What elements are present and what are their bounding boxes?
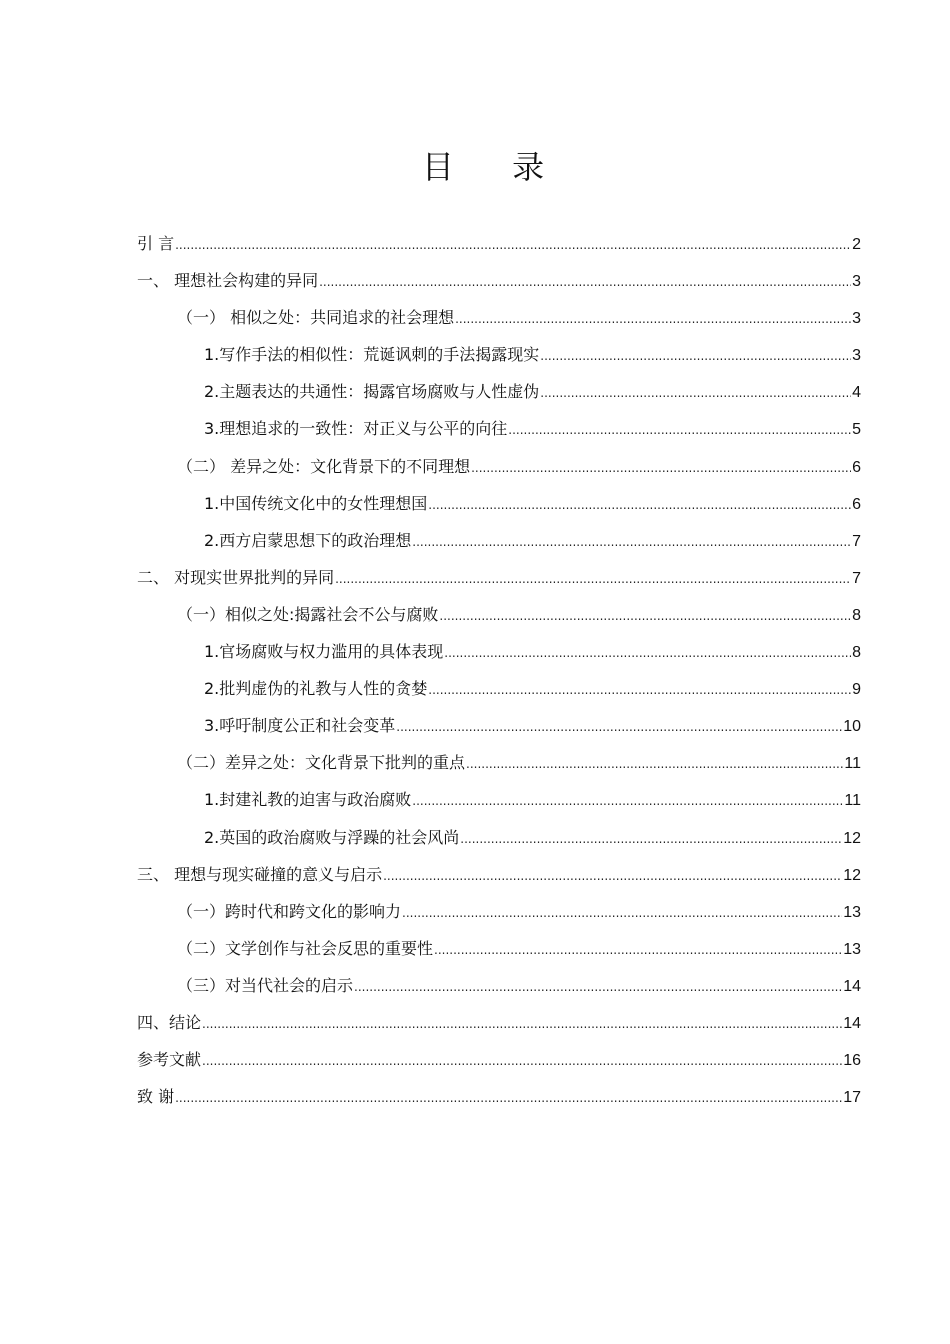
toc-entry-page: 7 <box>852 532 861 550</box>
toc-entry-text: 3.呼吁制度公正和社会变革 <box>204 716 396 736</box>
toc-leader-dots <box>319 264 851 301</box>
toc-entry-page: 14 <box>843 1014 861 1032</box>
toc-entry-text: 2.西方启蒙思想下的政治理想 <box>204 530 412 550</box>
toc-entry[interactable] <box>137 781 861 818</box>
toc-entry-text: 三、 理想与现实碰撞的意义与启示 <box>137 864 383 884</box>
toc-entry-page: 11 <box>844 792 861 810</box>
toc-leader-dots <box>202 1006 842 1043</box>
toc-entry-page: 10 <box>843 718 861 736</box>
toc-entry[interactable] <box>137 448 861 485</box>
toc-entry-text: 1.中国传统文化中的女性理想国 <box>204 493 428 513</box>
toc-entry-text: 致 谢 <box>137 1087 175 1107</box>
toc-entry[interactable] <box>137 707 861 744</box>
toc-leader-dots <box>412 524 851 561</box>
toc-entry-page: 2 <box>852 236 861 253</box>
toc-entry[interactable] <box>137 262 861 299</box>
toc-entry[interactable] <box>137 1078 861 1115</box>
toc-entry-text: 2.主题表达的共通性：揭露官场腐败与人性虚伪 <box>204 382 540 402</box>
toc-entry[interactable] <box>137 967 861 1004</box>
toc-entry[interactable] <box>137 225 861 262</box>
toc-entry[interactable] <box>137 522 861 559</box>
toc-leader-dots <box>335 561 851 598</box>
toc-entry[interactable] <box>137 596 861 633</box>
toc-entry-text: 四、结论 <box>137 1012 202 1032</box>
toc-leader-dots <box>460 821 842 858</box>
toc-entry[interactable] <box>137 819 861 856</box>
toc-entry-page: 3 <box>852 347 861 365</box>
toc-entry-text: 3.理想追求的一致性：对正义与公平的向往 <box>204 419 508 439</box>
toc-entry-text: 参考文献 <box>137 1050 202 1070</box>
toc-entry-page: 8 <box>852 606 861 624</box>
toc-entry-page: 9 <box>852 681 861 699</box>
toc-entry-page: 11 <box>844 755 861 773</box>
toc-leader-dots <box>428 672 851 709</box>
toc-entry[interactable] <box>137 485 861 522</box>
toc-entry-page: 3 <box>852 273 861 291</box>
toc-leader-dots <box>540 375 851 412</box>
toc-leader-dots <box>175 1080 842 1117</box>
toc-entry-text: （一）跨时代和跨文化的影响力 <box>177 901 402 921</box>
toc-leader-dots <box>402 895 842 932</box>
toc-entry-text: 2.英国的政治腐败与浮躁的社会风尚 <box>204 827 460 847</box>
toc-entry[interactable] <box>137 336 861 373</box>
toc-entry[interactable] <box>137 856 861 893</box>
toc-entry-page: 12 <box>843 866 861 884</box>
toc-entry-text: 1.官场腐败与权力滥用的具体表现 <box>204 642 444 662</box>
toc-entry-page: 3 <box>852 310 861 328</box>
toc-entry-page: 17 <box>843 1089 861 1107</box>
toc-entry-page: 7 <box>852 569 861 587</box>
toc-entry-page: 4 <box>852 384 861 402</box>
toc-leader-dots <box>202 1043 842 1080</box>
toc-entry-page: 13 <box>843 940 861 958</box>
toc-entry-page: 6 <box>852 495 861 513</box>
toc-entry-text: （一）相似之处:揭露社会不公与腐败 <box>177 604 439 624</box>
toc-entry[interactable] <box>137 1004 861 1041</box>
toc-entry-text: （二） 差异之处：文化背景下的不同理想 <box>177 456 471 476</box>
toc-leader-dots <box>455 301 851 338</box>
toc-leader-dots <box>428 487 851 524</box>
toc-leader-dots <box>175 227 851 264</box>
table-of-contents <box>137 225 861 1115</box>
toc-leader-dots <box>439 598 851 635</box>
toc-entry-text: 2.批判虚伪的礼教与人性的贪婪 <box>204 679 428 699</box>
toc-entry[interactable] <box>137 373 861 410</box>
toc-entry-text: 二、 对现实世界批判的异同 <box>137 567 335 587</box>
toc-entry-page: 5 <box>852 421 861 439</box>
toc-entry-text: 一、 理想社会构建的异同 <box>137 271 319 291</box>
toc-leader-dots <box>471 450 851 487</box>
toc-entry-page: 8 <box>852 644 861 662</box>
toc-entry-page: 12 <box>843 829 861 847</box>
toc-entry-text: （一） 相似之处：共同追求的社会理想 <box>177 308 455 328</box>
toc-entry-page: 14 <box>843 977 861 995</box>
toc-leader-dots <box>508 412 851 449</box>
toc-leader-dots <box>434 932 842 969</box>
toc-entry[interactable] <box>137 299 861 336</box>
toc-entry[interactable] <box>137 559 861 596</box>
toc-entry-text: （二）文学创作与社会反思的重要性 <box>177 938 434 958</box>
toc-entry[interactable] <box>137 930 861 967</box>
toc-entry-text: 1.写作手法的相似性：荒诞讽刺的手法揭露现实 <box>204 345 540 365</box>
toc-leader-dots <box>412 783 843 820</box>
toc-entry-page: 16 <box>843 1052 861 1070</box>
toc-entry-text: （二）差异之处：文化背景下批判的重点 <box>177 753 466 773</box>
toc-entry[interactable] <box>137 633 861 670</box>
toc-leader-dots <box>354 969 842 1006</box>
toc-entry[interactable] <box>137 410 861 447</box>
toc-leader-dots <box>396 709 842 746</box>
toc-entry-text: （三）对当代社会的启示 <box>177 975 354 995</box>
toc-leader-dots <box>540 338 851 375</box>
toc-leader-dots <box>383 858 842 895</box>
toc-entry-text: 引 言 <box>137 234 175 253</box>
toc-entry[interactable] <box>137 744 861 781</box>
toc-entry-page: 13 <box>843 903 861 921</box>
toc-entry[interactable] <box>137 893 861 930</box>
toc-entry[interactable] <box>137 670 861 707</box>
toc-entry-page: 6 <box>852 458 861 476</box>
toc-entry[interactable] <box>137 1041 861 1078</box>
toc-leader-dots <box>444 635 851 672</box>
page-title: 目 录 <box>421 148 569 186</box>
toc-leader-dots <box>466 746 843 783</box>
toc-entry-text: 1.封建礼教的迫害与政治腐败 <box>204 790 412 810</box>
